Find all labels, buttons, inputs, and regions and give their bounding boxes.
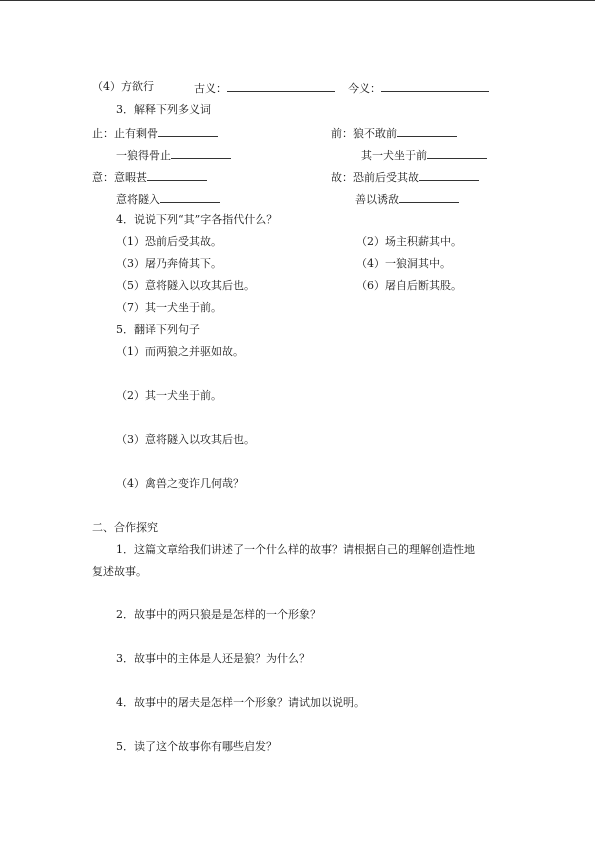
inquiry-q1-line2: 复述故事。 xyxy=(92,565,147,578)
answer-blank[interactable] xyxy=(171,147,231,159)
q4-item: （6）屠自后断其股。 xyxy=(356,279,462,292)
inquiry-q4: 4．故事中的屠夫是怎样一个形象？请试加以说明。 xyxy=(116,696,365,709)
polysemy-text: 意：意暇甚 xyxy=(92,171,147,184)
ancient-modern-item xyxy=(92,80,154,94)
inquiry-q3: 3．故事中的主体是人还是狼？为什么？ xyxy=(116,652,310,665)
polysemy-yi-1 xyxy=(92,169,207,185)
inquiry-q1-line1: 1．这篇文章给我们讲述了一个什么样的故事？请根据自己的理解创造性地 xyxy=(116,543,475,556)
polysemy-text: 止：止有剩骨 xyxy=(92,127,158,140)
polysemy-text: 一狼得骨止 xyxy=(116,149,171,162)
polysemy-text: 善以诱敌 xyxy=(355,193,399,206)
q4-item: （7）其一犬坐于前。 xyxy=(116,301,222,314)
modern-meaning-blank[interactable] xyxy=(381,80,489,92)
ancient-meaning-label: 古义： xyxy=(194,82,227,95)
q5-item: （2）其一犬坐于前。 xyxy=(116,389,222,402)
inquiry-q2: 2．故事中的两只狼是是怎样的一个形象？ xyxy=(116,608,321,621)
q4-item: （2）场主积薪其中。 xyxy=(356,235,462,248)
q5-item: （1）而两狼之并驱如故。 xyxy=(116,345,244,358)
inquiry-q5: 5．读了这个故事你有哪些启发？ xyxy=(116,740,277,753)
polysemy-gu-2 xyxy=(355,191,459,207)
q4-item: （5）意将隧入以攻其后也。 xyxy=(116,279,255,292)
answer-blank[interactable] xyxy=(160,191,220,203)
q4-item: （4）一狼洞其中。 xyxy=(356,257,451,270)
polysemy-text: 故：恐前后受其故 xyxy=(331,171,419,184)
polysemy-yi-2 xyxy=(116,191,220,207)
answer-blank[interactable] xyxy=(419,169,479,181)
polysemy-text: 前：狼不敢前 xyxy=(331,127,397,140)
section-heading: 二、合作探究 xyxy=(92,521,158,534)
q4-item: （3）屠乃奔倚其下。 xyxy=(116,257,222,270)
q3-title: 3．解释下列多义词 xyxy=(116,103,211,116)
polysemy-text: 意将隧入 xyxy=(116,193,160,206)
q5-title: 5．翻译下列句子 xyxy=(116,323,200,336)
answer-blank[interactable] xyxy=(397,125,457,137)
polysemy-zhi-2 xyxy=(116,147,231,163)
answer-blank[interactable] xyxy=(158,125,218,137)
polysemy-qian-2 xyxy=(361,147,487,163)
q5-item: （3）意将隧入以攻其后也。 xyxy=(116,433,255,446)
ancient-meaning xyxy=(194,80,335,96)
answer-blank[interactable] xyxy=(399,191,459,203)
q4-item: （1）恐前后受其故。 xyxy=(116,235,222,248)
polysemy-text: 其一犬坐于前 xyxy=(361,149,427,162)
q4-title: 4．说说下列“其”字各指代什么？ xyxy=(116,213,278,226)
modern-meaning-label: 今义： xyxy=(348,82,381,95)
polysemy-zhi-1 xyxy=(92,125,218,141)
modern-meaning xyxy=(348,80,489,96)
polysemy-qian-1 xyxy=(331,125,457,141)
ancient-meaning-blank[interactable] xyxy=(227,80,335,92)
item-label: （4）方欲行 xyxy=(92,80,154,93)
q5-item: （4）禽兽之变诈几何哉？ xyxy=(116,477,244,490)
answer-blank[interactable] xyxy=(147,169,207,181)
polysemy-gu-1 xyxy=(331,169,479,185)
page-top-border xyxy=(0,0,595,1)
answer-blank[interactable] xyxy=(427,147,487,159)
